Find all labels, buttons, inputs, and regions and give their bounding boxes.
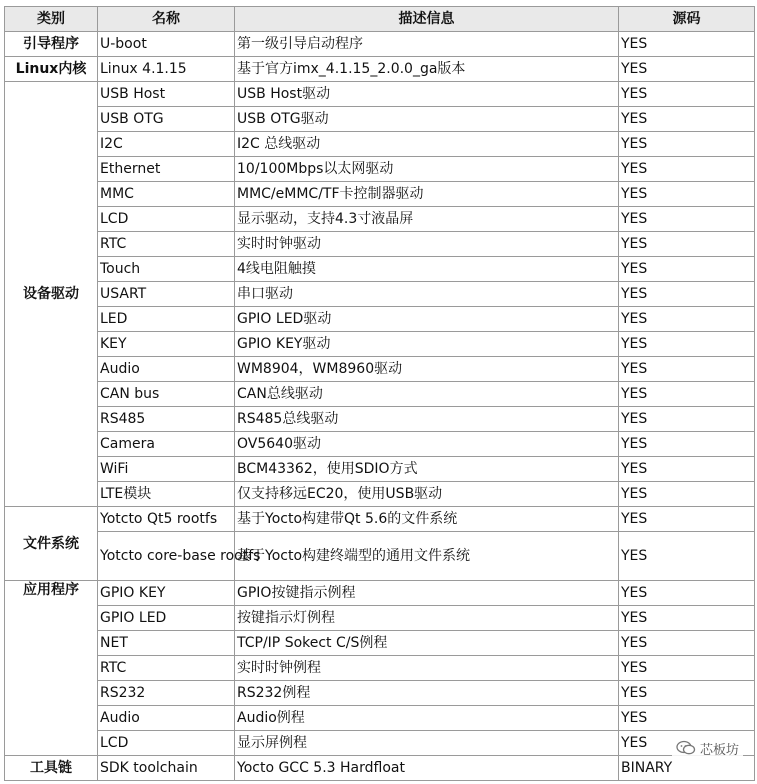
table-row xyxy=(5,132,755,157)
source-cell: YES xyxy=(619,332,755,357)
category-cell: 文件系统 xyxy=(5,507,98,581)
table-row xyxy=(5,282,755,307)
table-row xyxy=(5,107,755,132)
table-row xyxy=(5,32,755,57)
table-row xyxy=(5,157,755,182)
source-cell: YES xyxy=(619,731,755,756)
table-row xyxy=(5,182,755,207)
table-row xyxy=(5,606,755,631)
name-cell: LTE模块 xyxy=(98,482,235,507)
table-row xyxy=(5,257,755,282)
name-cell: Audio xyxy=(98,357,235,382)
source-cell: YES xyxy=(619,532,755,581)
description-cell: GPIO LED驱动 xyxy=(235,307,619,332)
table-row xyxy=(5,731,755,756)
name-cell: RS485 xyxy=(98,407,235,432)
category-cell: 工具链 xyxy=(5,756,98,781)
name-cell: CAN bus xyxy=(98,382,235,407)
description-cell: USB Host驱动 xyxy=(235,82,619,107)
table-row xyxy=(5,457,755,482)
name-cell: Linux 4.1.15 xyxy=(98,57,235,82)
source-cell: YES xyxy=(619,207,755,232)
source-cell: YES xyxy=(619,482,755,507)
source-cell: YES xyxy=(619,432,755,457)
name-cell: USART xyxy=(98,282,235,307)
name-cell: KEY xyxy=(98,332,235,357)
source-cell: YES xyxy=(619,57,755,82)
table-row xyxy=(5,706,755,731)
table-row xyxy=(5,581,755,606)
name-cell: RS232 xyxy=(98,681,235,706)
description-cell: RS232例程 xyxy=(235,681,619,706)
source-cell: YES xyxy=(619,132,755,157)
table-row xyxy=(5,656,755,681)
source-cell: YES xyxy=(619,32,755,57)
description-cell: 基于Yocto构建带Qt 5.6的文件系统 xyxy=(235,507,619,532)
description-cell: 基于Yocto构建终端型的通用文件系统 xyxy=(235,532,619,581)
description-cell: Audio例程 xyxy=(235,706,619,731)
table-row xyxy=(5,681,755,706)
description-cell: CAN总线驱动 xyxy=(235,382,619,407)
description-cell: OV5640驱动 xyxy=(235,432,619,457)
name-cell: GPIO LED xyxy=(98,606,235,631)
header-description: 描述信息 xyxy=(235,7,619,32)
name-cell: USB OTG xyxy=(98,107,235,132)
description-cell: RS485总线驱动 xyxy=(235,407,619,432)
table-row xyxy=(5,232,755,257)
table-row xyxy=(5,631,755,656)
description-cell: 按键指示灯例程 xyxy=(235,606,619,631)
source-cell: YES xyxy=(619,357,755,382)
description-cell: USB OTG驱动 xyxy=(235,107,619,132)
table-header-row xyxy=(5,7,755,32)
description-cell: 显示屏例程 xyxy=(235,731,619,756)
description-cell: I2C 总线驱动 xyxy=(235,132,619,157)
table-row xyxy=(5,756,755,781)
source-cell: YES xyxy=(619,157,755,182)
watermark xyxy=(672,737,743,759)
table-row xyxy=(5,307,755,332)
table-row xyxy=(5,407,755,432)
category-cell: 设备驱动 xyxy=(5,82,98,507)
name-cell: Touch xyxy=(98,257,235,282)
name-cell: Audio xyxy=(98,706,235,731)
name-cell: RTC xyxy=(98,656,235,681)
table-row xyxy=(5,357,755,382)
table-row xyxy=(5,507,755,532)
table-row xyxy=(5,532,755,581)
source-cell: YES xyxy=(619,457,755,482)
description-cell: 4线电阻触摸 xyxy=(235,257,619,282)
source-cell: YES xyxy=(619,307,755,332)
table-row xyxy=(5,82,755,107)
name-cell: RTC xyxy=(98,232,235,257)
header-source: 源码 xyxy=(619,7,755,32)
source-cell: YES xyxy=(619,232,755,257)
description-cell: 10/100Mbps以太网驱动 xyxy=(235,157,619,182)
name-cell: GPIO KEY xyxy=(98,581,235,606)
description-cell: 仅支持移远EC20，使用USB驱动 xyxy=(235,482,619,507)
description-cell: Yocto GCC 5.3 Hardfloat xyxy=(235,756,619,781)
source-cell: YES xyxy=(619,581,755,606)
name-cell: LCD xyxy=(98,207,235,232)
description-cell: MMC/eMMC/TF卡控制器驱动 xyxy=(235,182,619,207)
name-cell: MMC xyxy=(98,182,235,207)
description-cell: BCM43362，使用SDIO方式 xyxy=(235,457,619,482)
header-name: 名称 xyxy=(98,7,235,32)
name-cell: NET xyxy=(98,631,235,656)
category-cell: 引导程序 xyxy=(5,32,98,57)
description-cell: 实时时钟例程 xyxy=(235,656,619,681)
table-row xyxy=(5,332,755,357)
name-cell: I2C xyxy=(98,132,235,157)
name-cell: Ethernet xyxy=(98,157,235,182)
table-row xyxy=(5,207,755,232)
source-cell: YES xyxy=(619,507,755,532)
name-cell: USB Host xyxy=(98,82,235,107)
category-cell: Linux内核 xyxy=(5,57,98,82)
category-cell: 应用程序 xyxy=(5,581,98,756)
description-cell: 基于官方imx_4.1.15_2.0.0_ga版本 xyxy=(235,57,619,82)
name-cell: Yotcto Qt5 rootfs xyxy=(98,507,235,532)
source-cell: YES xyxy=(619,107,755,132)
watermark-text: 芯板坊 xyxy=(699,742,739,758)
source-cell: YES xyxy=(619,382,755,407)
table-row xyxy=(5,57,755,82)
table-row xyxy=(5,432,755,457)
header-category: 类别 xyxy=(5,7,98,32)
software-spec-table xyxy=(4,6,755,781)
description-cell: 实时时钟驱动 xyxy=(235,232,619,257)
source-cell: YES xyxy=(619,407,755,432)
description-cell: 显示驱动，支持4.3寸液晶屏 xyxy=(235,207,619,232)
description-cell: 串口驱动 xyxy=(235,282,619,307)
name-cell: LCD xyxy=(98,731,235,756)
source-cell: YES xyxy=(619,82,755,107)
description-cell: GPIO KEY驱动 xyxy=(235,332,619,357)
name-cell: LED xyxy=(98,307,235,332)
description-cell: 第一级引导启动程序 xyxy=(235,32,619,57)
name-cell: SDK toolchain xyxy=(98,756,235,781)
name-cell: WiFi xyxy=(98,457,235,482)
description-cell: GPIO按键指示例程 xyxy=(235,581,619,606)
source-cell: BINARY xyxy=(619,756,755,781)
source-cell: YES xyxy=(619,681,755,706)
description-cell: TCP/IP Sokect C/S例程 xyxy=(235,631,619,656)
source-cell: YES xyxy=(619,656,755,681)
table-row xyxy=(5,382,755,407)
name-cell: U-boot xyxy=(98,32,235,57)
source-cell: YES xyxy=(619,182,755,207)
source-cell: YES xyxy=(619,631,755,656)
wechat-icon xyxy=(676,740,696,756)
source-cell: YES xyxy=(619,257,755,282)
source-cell: YES xyxy=(619,282,755,307)
table-row xyxy=(5,482,755,507)
source-cell: YES xyxy=(619,706,755,731)
source-cell: YES xyxy=(619,606,755,631)
description-cell: WM8904，WM8960驱动 xyxy=(235,357,619,382)
name-cell: Yotcto core-base rootfs xyxy=(98,532,235,581)
name-cell: Camera xyxy=(98,432,235,457)
